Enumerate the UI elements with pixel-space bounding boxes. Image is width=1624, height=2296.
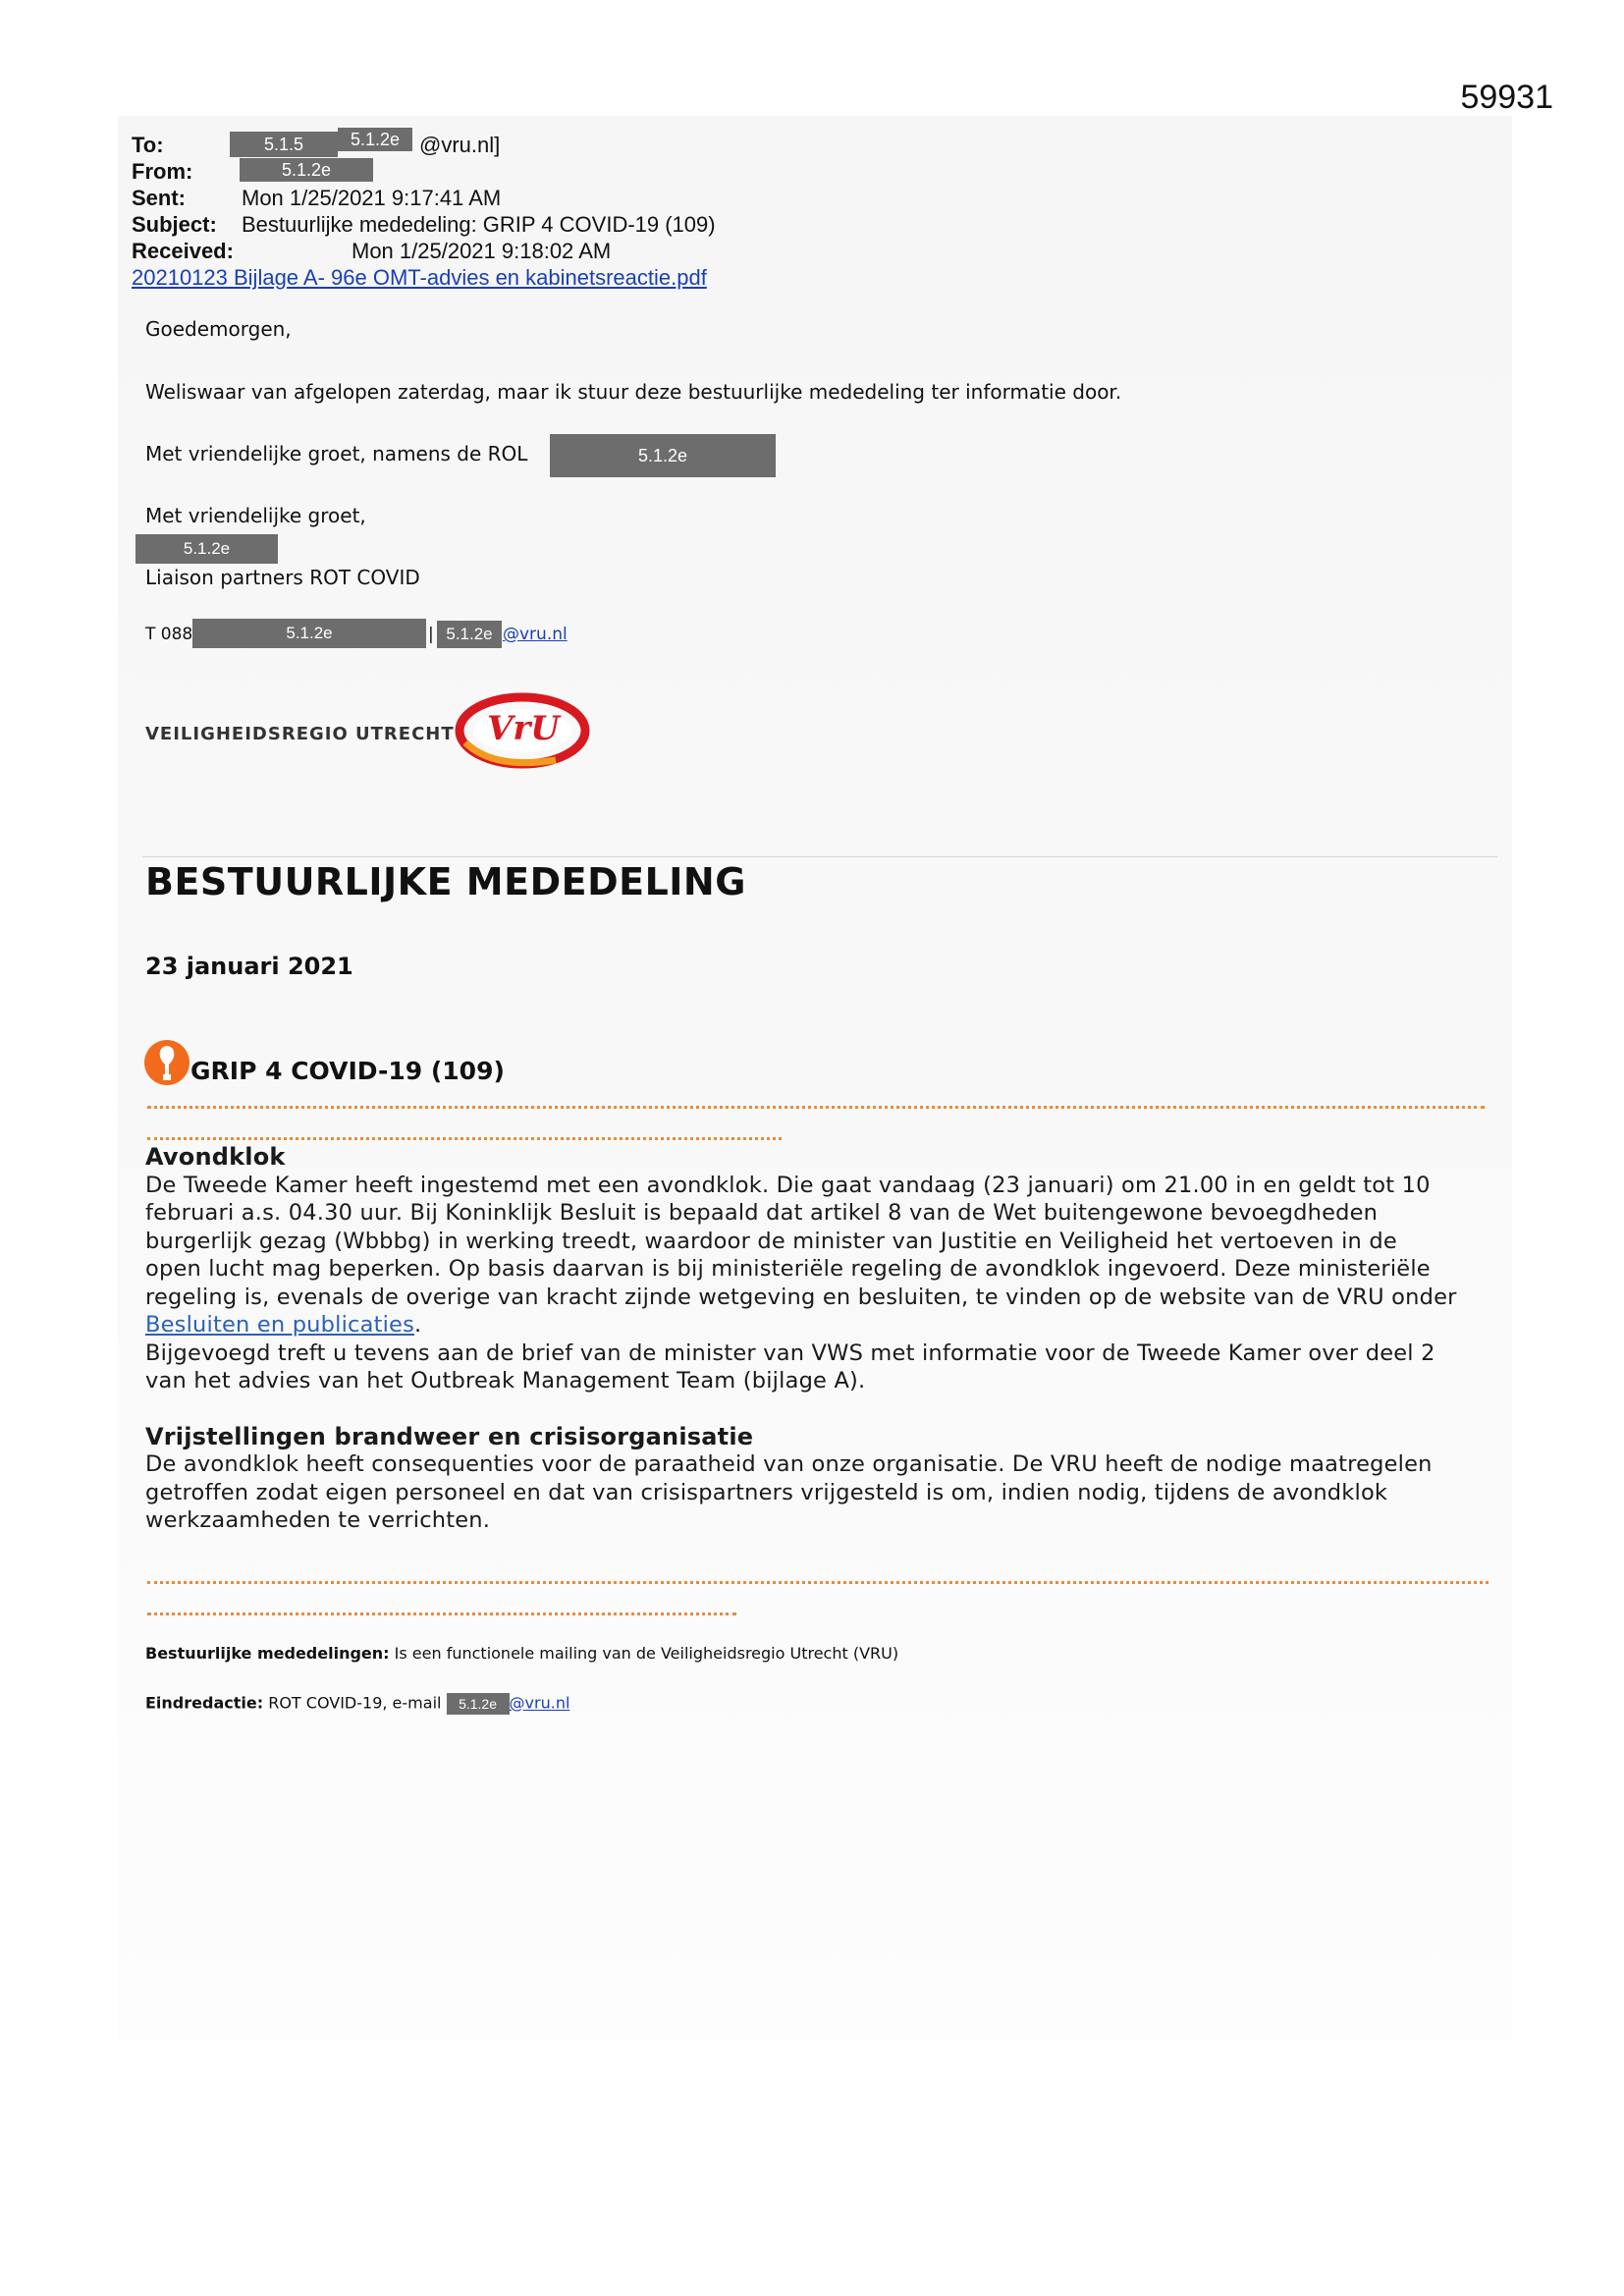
footer-label: Eindredactie: xyxy=(145,1693,264,1713)
regards-line xyxy=(145,442,527,465)
bulletin-date: 23 januari 2021 xyxy=(145,953,353,980)
subject-label: Subject: xyxy=(132,212,217,237)
dotted-separator xyxy=(147,1137,782,1140)
vru-logo-icon xyxy=(454,691,591,774)
dotted-separator xyxy=(147,1106,1485,1109)
paragraph-line: van het advies van het Outbreak Management Team (bijlage A). xyxy=(145,1368,866,1394)
redaction-box: 5.1.2e xyxy=(135,534,278,564)
footer-text: ROT COVID-19, e-mail xyxy=(263,1693,447,1713)
sent-label: Sent: xyxy=(132,186,186,210)
paragraph-line: De avondklok heeft consequenties voor de paraatheid van onze organisatie. De VRU heeft de nodige maatregelen xyxy=(145,1451,1433,1477)
grip-torch-icon xyxy=(143,1039,190,1086)
besluiten-link[interactable]: Besluiten en publicaties xyxy=(145,1312,415,1338)
footer-line-2 xyxy=(145,1693,569,1715)
paragraph-line: De Tweede Kamer heeft ingestemd met een avondklok. Die gaat vandaag (23 januari) om 21.00 in en geldt tot 10 xyxy=(145,1172,1431,1198)
from-label: From: xyxy=(132,159,193,184)
redaction-box: 5.1.2e xyxy=(240,158,373,182)
grip-title: GRIP 4 COVID-19 (109) xyxy=(190,1057,505,1085)
redaction-box: 5.1.2e xyxy=(447,1693,510,1715)
contact-line xyxy=(145,625,192,644)
to-label: To: xyxy=(132,133,164,157)
received-value: Mon 1/25/2021 9:18:02 AM xyxy=(352,239,612,263)
divider xyxy=(142,856,1497,857)
vru-logo-mark: VrU xyxy=(487,709,560,748)
redaction-box: 5.1.5 xyxy=(230,132,338,157)
link-period: . xyxy=(414,1312,422,1338)
email-link[interactable]: @vru.nl xyxy=(503,625,568,644)
separator: | xyxy=(428,625,434,644)
paragraph-line: Bijgevoegd treft u tevens aan de brief van de minister van VWS met informatie voor de Tweede Kamer over deel 2 xyxy=(145,1339,1435,1366)
paragraph-line: februari a.s. 04.30 uur. Bij Koninklijk Besluit is bepaald dat artikel 8 van de Wet buitengewone bevoegdheden xyxy=(145,1200,1379,1226)
email-header xyxy=(132,132,1015,291)
paragraph-line: regeling is, evenals de overige van kracht zijnde wetgeving en besluiten, te vinden op de website van de VRU onder xyxy=(145,1284,1457,1310)
dotted-separator xyxy=(147,1581,1489,1584)
vru-logo-text: VEILIGHEIDSREGIO UTRECHT xyxy=(145,724,455,744)
attachment-link[interactable]: 20210123 Bijlage A- 96e OMT-advies en kabinetsreactie.pdf xyxy=(132,265,707,290)
to-address-suffix: @vru.nl] xyxy=(419,133,501,157)
section-avondklok xyxy=(145,1143,1500,1535)
regards-line-2: Met vriendelijke groet, xyxy=(145,504,366,527)
footer-line-1 xyxy=(145,1644,898,1663)
role-line: Liaison partners ROT COVID xyxy=(145,566,420,589)
redaction-box: 5.1.2e xyxy=(338,128,412,151)
paragraph-line: open lucht mag beperken. Op basis daarvan is bij ministeriële regeling de avondklok ingevoerd. Deze ministeriële xyxy=(145,1256,1431,1282)
paragraph-line: getroffen zodat eigen personeel en dat van crisispartners vrijgesteld is om, indien nodig, tijdens de avondklok xyxy=(145,1479,1388,1505)
message-line: Weliswaar van afgelopen zaterdag, maar ik stuur deze bestuurlijke mededeling ter informatie door. xyxy=(145,380,1122,404)
subject-value: Bestuurlijke mededeling: GRIP 4 COVID-19 (109) xyxy=(242,212,716,237)
footer-email-link[interactable]: @vru.nl xyxy=(509,1693,570,1713)
redaction-box: 5.1.2e xyxy=(550,434,776,477)
paragraph-line: werkzaamheden te verrichten. xyxy=(145,1507,491,1533)
greeting: Goedemorgen, xyxy=(145,317,292,341)
footer-text: Is een functionele mailing van de Veiligheidsregio Utrecht (VRU) xyxy=(389,1644,899,1663)
received-label: Received: xyxy=(132,239,234,263)
section-heading: Avondklok xyxy=(145,1143,286,1171)
paragraph-line: burgerlijk gezag (Wbbbg) in werking treedt, waardoor de minister van Justitie en Veiligheid het vertoeven in de xyxy=(145,1228,1397,1254)
phone-prefix: T 088 xyxy=(145,625,193,644)
page-number: 59931 xyxy=(1460,79,1553,116)
redaction-box: 5.1.2e xyxy=(192,619,426,648)
sent-value: Mon 1/25/2021 9:17:41 AM xyxy=(242,186,502,210)
section-heading: Vrijstellingen brandweer en crisisorganisatie xyxy=(145,1422,754,1450)
bulletin-title: BESTUURLIJKE MEDEDELING xyxy=(145,860,746,903)
redaction-box: 5.1.2e xyxy=(437,621,502,648)
dotted-separator xyxy=(147,1613,736,1615)
footer-label: Bestuurlijke mededelingen: xyxy=(145,1644,390,1663)
regards-text: Met vriendelijke groet, namens de ROL xyxy=(145,442,528,465)
